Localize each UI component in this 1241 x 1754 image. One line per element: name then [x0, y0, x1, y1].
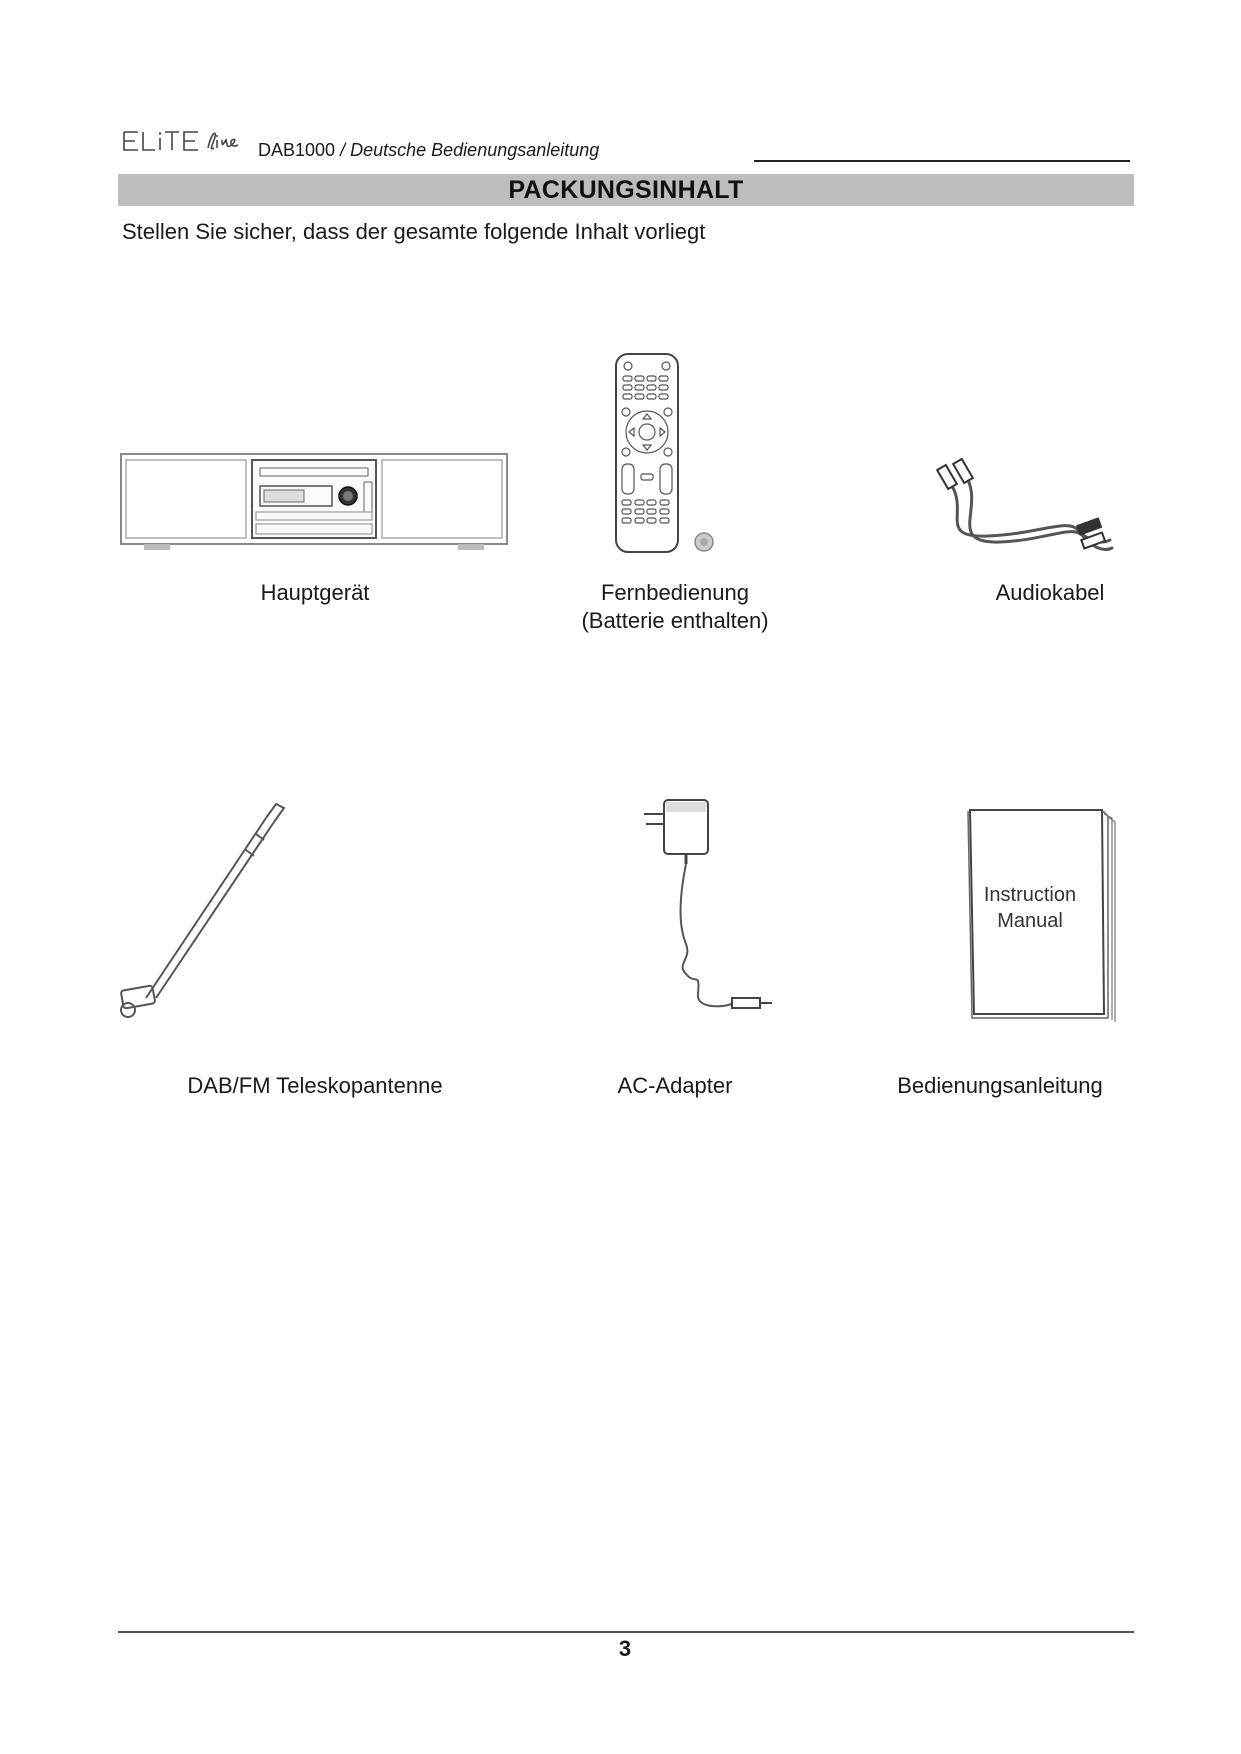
elite-line-logo: [122, 126, 252, 158]
section-title-bar: [118, 174, 1134, 206]
footer-rule: [118, 1631, 1134, 1633]
item-label: DAB/FM Teleskopantenne: [187, 1073, 443, 1098]
remote-control-icon: [614, 352, 724, 556]
model-name: DAB1000: [258, 140, 336, 160]
item-caption-antenna: [170, 1072, 460, 1100]
item-caption-main-unit: [210, 579, 420, 607]
document-title: [258, 140, 599, 161]
item-caption-ac-adapter: [580, 1072, 770, 1100]
header-rule: [754, 160, 1130, 162]
item-caption-audio-cable: [960, 579, 1140, 607]
title-separator: /: [340, 140, 346, 160]
item-label: AC-Adapter: [617, 1073, 733, 1098]
item-label: Bedienungsanleitung: [897, 1073, 1103, 1098]
item-caption-remote: [560, 579, 790, 635]
audio-cable-icon: [928, 458, 1118, 558]
manual-cover-line-1: Instruction: [983, 884, 1077, 906]
item-label: Fernbedienung: [600, 580, 749, 605]
item-sublabel: (Batterie enthalten): [581, 608, 769, 633]
ac-adapter-icon: [636, 794, 782, 1024]
page-number: 3: [618, 1636, 632, 1661]
telescopic-antenna-icon: [116, 798, 296, 1022]
section-title: PACKUNGSINHALT: [508, 175, 744, 204]
item-caption-manual: [880, 1072, 1120, 1100]
item-label: Hauptgerät: [260, 580, 370, 605]
manual-cover-line-2: Manual: [997, 910, 1063, 932]
page-header: [122, 126, 1132, 162]
main-unit-icon: [120, 450, 508, 555]
manual-subtitle: Deutsche Bedienungsanleitung: [350, 140, 600, 160]
intro-text: Stellen Sie sicher, dass der gesamte folgende Inhalt vorliegt: [122, 219, 706, 244]
manual-cover-text: [980, 882, 1080, 934]
item-label: Audiokabel: [995, 580, 1105, 605]
